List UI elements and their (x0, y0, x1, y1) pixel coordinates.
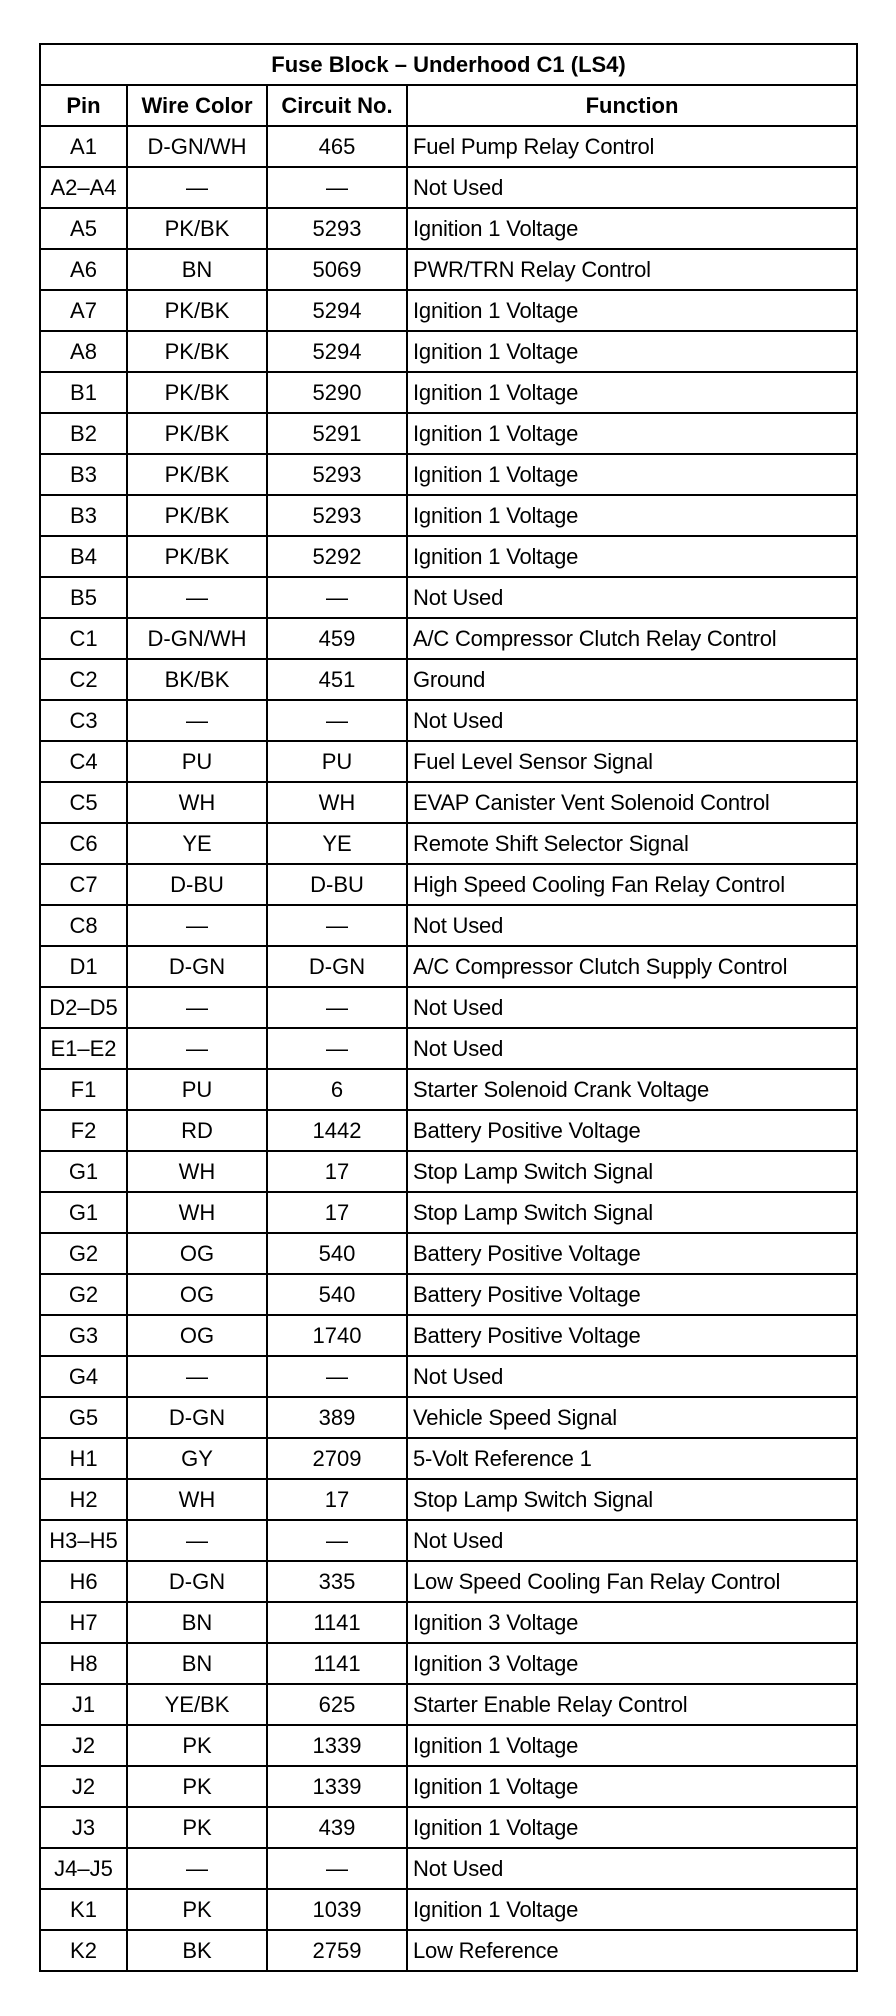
cell-pin: A2–A4 (40, 167, 127, 208)
cell-pin: H8 (40, 1643, 127, 1684)
table-row (40, 1766, 857, 1807)
cell-wire-color: PK/BK (127, 208, 267, 249)
cell-wire-color: WH (127, 1192, 267, 1233)
cell-wire-color: — (127, 1520, 267, 1561)
cell-pin: H1 (40, 1438, 127, 1479)
cell-circuit-no: 1740 (267, 1315, 407, 1356)
cell-pin: A8 (40, 331, 127, 372)
cell-function: Stop Lamp Switch Signal (407, 1479, 857, 1520)
cell-circuit-no: PU (267, 741, 407, 782)
cell-pin: C3 (40, 700, 127, 741)
cell-wire-color: D-GN (127, 946, 267, 987)
cell-circuit-no: 625 (267, 1684, 407, 1725)
cell-wire-color: D-GN/WH (127, 618, 267, 659)
cell-pin: G4 (40, 1356, 127, 1397)
table-row (40, 372, 857, 413)
cell-circuit-no: 1339 (267, 1766, 407, 1807)
cell-function: Not Used (407, 1520, 857, 1561)
cell-circuit-no: 17 (267, 1479, 407, 1520)
cell-function: A/C Compressor Clutch Supply Control (407, 946, 857, 987)
cell-function: Ignition 1 Voltage (407, 372, 857, 413)
cell-circuit-no: 2709 (267, 1438, 407, 1479)
table-row (40, 782, 857, 823)
cell-circuit-no: 5294 (267, 331, 407, 372)
table-row (40, 1028, 857, 1069)
table-row (40, 618, 857, 659)
cell-pin: C4 (40, 741, 127, 782)
table-row (40, 1930, 857, 1971)
table-row (40, 413, 857, 454)
cell-function: Fuel Level Sensor Signal (407, 741, 857, 782)
cell-pin: B1 (40, 372, 127, 413)
cell-wire-color: PK/BK (127, 372, 267, 413)
header-circuit-no: Circuit No. (267, 85, 407, 126)
cell-wire-color: PK (127, 1725, 267, 1766)
table-row (40, 249, 857, 290)
cell-function: Ignition 1 Voltage (407, 1725, 857, 1766)
cell-function: Starter Enable Relay Control (407, 1684, 857, 1725)
cell-pin: B5 (40, 577, 127, 618)
cell-circuit-no: 17 (267, 1151, 407, 1192)
cell-wire-color: PK/BK (127, 331, 267, 372)
cell-pin: F2 (40, 1110, 127, 1151)
cell-circuit-no: 540 (267, 1233, 407, 1274)
table-row (40, 454, 857, 495)
table-row (40, 946, 857, 987)
cell-wire-color: BN (127, 249, 267, 290)
table-row (40, 1602, 857, 1643)
cell-pin: H6 (40, 1561, 127, 1602)
cell-wire-color: BK/BK (127, 659, 267, 700)
cell-circuit-no: 2759 (267, 1930, 407, 1971)
cell-pin: G2 (40, 1233, 127, 1274)
table-row (40, 1520, 857, 1561)
cell-wire-color: — (127, 987, 267, 1028)
cell-function: Ignition 1 Voltage (407, 1807, 857, 1848)
cell-function: Vehicle Speed Signal (407, 1397, 857, 1438)
table-row (40, 126, 857, 167)
cell-wire-color: YE/BK (127, 1684, 267, 1725)
cell-circuit-no: 335 (267, 1561, 407, 1602)
cell-wire-color: — (127, 1356, 267, 1397)
cell-wire-color: PU (127, 741, 267, 782)
cell-circuit-no: — (267, 905, 407, 946)
table-row (40, 987, 857, 1028)
cell-pin: A5 (40, 208, 127, 249)
cell-function: Fuel Pump Relay Control (407, 126, 857, 167)
table-row (40, 1438, 857, 1479)
cell-wire-color: — (127, 577, 267, 618)
cell-function: Ignition 1 Voltage (407, 208, 857, 249)
table-row (40, 1643, 857, 1684)
cell-function: Stop Lamp Switch Signal (407, 1192, 857, 1233)
cell-pin: C5 (40, 782, 127, 823)
table-row (40, 1192, 857, 1233)
cell-pin: D1 (40, 946, 127, 987)
cell-circuit-no: — (267, 700, 407, 741)
cell-function: Ignition 1 Voltage (407, 331, 857, 372)
cell-circuit-no: 5294 (267, 290, 407, 331)
table-row (40, 1848, 857, 1889)
cell-function: Not Used (407, 1028, 857, 1069)
cell-wire-color: — (127, 905, 267, 946)
cell-pin: C6 (40, 823, 127, 864)
cell-wire-color: PK/BK (127, 413, 267, 454)
cell-pin: B2 (40, 413, 127, 454)
cell-pin: G1 (40, 1151, 127, 1192)
cell-wire-color: PK/BK (127, 454, 267, 495)
table-body (40, 126, 857, 1971)
cell-function: Remote Shift Selector Signal (407, 823, 857, 864)
table-row (40, 1807, 857, 1848)
cell-pin: J3 (40, 1807, 127, 1848)
cell-function: Battery Positive Voltage (407, 1274, 857, 1315)
table-row (40, 1274, 857, 1315)
cell-circuit-no: WH (267, 782, 407, 823)
cell-wire-color: OG (127, 1233, 267, 1274)
cell-wire-color: — (127, 1848, 267, 1889)
cell-function: 5-Volt Reference 1 (407, 1438, 857, 1479)
cell-pin: J2 (40, 1725, 127, 1766)
cell-pin: F1 (40, 1069, 127, 1110)
cell-pin: B3 (40, 495, 127, 536)
table-row (40, 905, 857, 946)
cell-function: Ignition 1 Voltage (407, 290, 857, 331)
cell-circuit-no: 389 (267, 1397, 407, 1438)
cell-pin: A7 (40, 290, 127, 331)
cell-wire-color: D-GN (127, 1397, 267, 1438)
cell-wire-color: PK (127, 1766, 267, 1807)
cell-pin: E1–E2 (40, 1028, 127, 1069)
cell-function: Ignition 1 Voltage (407, 1766, 857, 1807)
cell-wire-color: WH (127, 1151, 267, 1192)
cell-circuit-no: 1141 (267, 1602, 407, 1643)
cell-wire-color: BK (127, 1930, 267, 1971)
cell-pin: J2 (40, 1766, 127, 1807)
cell-circuit-no: 5293 (267, 495, 407, 536)
table-row (40, 864, 857, 905)
table-row (40, 1397, 857, 1438)
cell-pin: B4 (40, 536, 127, 577)
header-wire-color: Wire Color (127, 85, 267, 126)
cell-wire-color: D-GN/WH (127, 126, 267, 167)
cell-pin: G3 (40, 1315, 127, 1356)
cell-circuit-no: — (267, 167, 407, 208)
cell-wire-color: D-GN (127, 1561, 267, 1602)
cell-circuit-no: 1039 (267, 1889, 407, 1930)
cell-circuit-no: 5293 (267, 454, 407, 495)
table-row (40, 1315, 857, 1356)
cell-function: Not Used (407, 167, 857, 208)
table-row (40, 1561, 857, 1602)
cell-pin: G1 (40, 1192, 127, 1233)
table-row (40, 1725, 857, 1766)
cell-wire-color: PK/BK (127, 495, 267, 536)
cell-function: Not Used (407, 1356, 857, 1397)
cell-wire-color: — (127, 1028, 267, 1069)
cell-wire-color: PK/BK (127, 290, 267, 331)
cell-circuit-no: — (267, 1356, 407, 1397)
cell-circuit-no: — (267, 577, 407, 618)
table-row (40, 823, 857, 864)
cell-circuit-no: 439 (267, 1807, 407, 1848)
cell-circuit-no: 1442 (267, 1110, 407, 1151)
cell-pin: A1 (40, 126, 127, 167)
table-row (40, 1233, 857, 1274)
table-row (40, 659, 857, 700)
table-row (40, 290, 857, 331)
cell-wire-color: GY (127, 1438, 267, 1479)
pinout-table (39, 43, 858, 1972)
cell-wire-color: WH (127, 782, 267, 823)
cell-wire-color: OG (127, 1315, 267, 1356)
cell-wire-color: D-BU (127, 864, 267, 905)
cell-pin: K2 (40, 1930, 127, 1971)
table-row (40, 1479, 857, 1520)
cell-pin: A6 (40, 249, 127, 290)
cell-circuit-no: 5292 (267, 536, 407, 577)
cell-circuit-no: 17 (267, 1192, 407, 1233)
cell-circuit-no: 5293 (267, 208, 407, 249)
cell-pin: H3–H5 (40, 1520, 127, 1561)
cell-function: Ignition 1 Voltage (407, 536, 857, 577)
cell-circuit-no: D-BU (267, 864, 407, 905)
cell-wire-color: WH (127, 1479, 267, 1520)
header-row (40, 85, 857, 126)
table-row (40, 331, 857, 372)
cell-function: Ignition 3 Voltage (407, 1602, 857, 1643)
cell-function: Starter Solenoid Crank Voltage (407, 1069, 857, 1110)
table-row (40, 741, 857, 782)
cell-wire-color: BN (127, 1643, 267, 1684)
cell-circuit-no: 1339 (267, 1725, 407, 1766)
cell-function: Not Used (407, 905, 857, 946)
cell-function: Battery Positive Voltage (407, 1315, 857, 1356)
cell-circuit-no: D-GN (267, 946, 407, 987)
cell-pin: D2–D5 (40, 987, 127, 1028)
cell-function: Not Used (407, 1848, 857, 1889)
cell-circuit-no: — (267, 1848, 407, 1889)
table-row (40, 1151, 857, 1192)
cell-wire-color: OG (127, 1274, 267, 1315)
cell-wire-color: PK (127, 1807, 267, 1848)
cell-pin: C7 (40, 864, 127, 905)
cell-function: Battery Positive Voltage (407, 1110, 857, 1151)
cell-function: Battery Positive Voltage (407, 1233, 857, 1274)
cell-pin: C1 (40, 618, 127, 659)
cell-pin: B3 (40, 454, 127, 495)
cell-function: EVAP Canister Vent Solenoid Control (407, 782, 857, 823)
cell-function: PWR/TRN Relay Control (407, 249, 857, 290)
cell-pin: H2 (40, 1479, 127, 1520)
header-pin: Pin (40, 85, 127, 126)
cell-pin: J4–J5 (40, 1848, 127, 1889)
cell-circuit-no: 451 (267, 659, 407, 700)
cell-circuit-no: — (267, 1028, 407, 1069)
cell-wire-color: PU (127, 1069, 267, 1110)
table-row (40, 536, 857, 577)
cell-function: Low Reference (407, 1930, 857, 1971)
cell-circuit-no: 465 (267, 126, 407, 167)
cell-circuit-no: 540 (267, 1274, 407, 1315)
cell-circuit-no: 1141 (267, 1643, 407, 1684)
cell-wire-color: PK/BK (127, 536, 267, 577)
cell-circuit-no: 459 (267, 618, 407, 659)
cell-function: Ignition 1 Voltage (407, 413, 857, 454)
cell-pin: C2 (40, 659, 127, 700)
header-function: Function (407, 85, 857, 126)
cell-circuit-no: — (267, 987, 407, 1028)
table-row (40, 577, 857, 618)
table-row (40, 700, 857, 741)
cell-function: High Speed Cooling Fan Relay Control (407, 864, 857, 905)
cell-function: Not Used (407, 700, 857, 741)
table-row (40, 1356, 857, 1397)
cell-pin: J1 (40, 1684, 127, 1725)
connector-pinout-document (39, 43, 856, 1972)
cell-function: Ignition 1 Voltage (407, 454, 857, 495)
cell-function: Ignition 1 Voltage (407, 1889, 857, 1930)
table-row (40, 1889, 857, 1930)
cell-pin: H7 (40, 1602, 127, 1643)
cell-wire-color: BN (127, 1602, 267, 1643)
cell-function: A/C Compressor Clutch Relay Control (407, 618, 857, 659)
cell-function: Ground (407, 659, 857, 700)
cell-function: Low Speed Cooling Fan Relay Control (407, 1561, 857, 1602)
title-row (40, 44, 857, 85)
cell-function: Ignition 3 Voltage (407, 1643, 857, 1684)
table-row (40, 495, 857, 536)
table-row (40, 167, 857, 208)
cell-circuit-no: 5290 (267, 372, 407, 413)
cell-circuit-no: — (267, 1520, 407, 1561)
cell-pin: C8 (40, 905, 127, 946)
cell-wire-color: — (127, 700, 267, 741)
cell-function: Not Used (407, 577, 857, 618)
cell-function: Not Used (407, 987, 857, 1028)
cell-function: Stop Lamp Switch Signal (407, 1151, 857, 1192)
cell-function: Ignition 1 Voltage (407, 495, 857, 536)
cell-pin: K1 (40, 1889, 127, 1930)
table-row (40, 1069, 857, 1110)
table-title: Fuse Block – Underhood C1 (LS4) (40, 44, 857, 85)
table-row (40, 208, 857, 249)
table-row (40, 1684, 857, 1725)
cell-wire-color: — (127, 167, 267, 208)
cell-circuit-no: 5291 (267, 413, 407, 454)
cell-pin: G5 (40, 1397, 127, 1438)
cell-pin: G2 (40, 1274, 127, 1315)
table-row (40, 1110, 857, 1151)
cell-circuit-no: 6 (267, 1069, 407, 1110)
cell-circuit-no: 5069 (267, 249, 407, 290)
cell-wire-color: YE (127, 823, 267, 864)
cell-wire-color: PK (127, 1889, 267, 1930)
cell-wire-color: RD (127, 1110, 267, 1151)
cell-circuit-no: YE (267, 823, 407, 864)
